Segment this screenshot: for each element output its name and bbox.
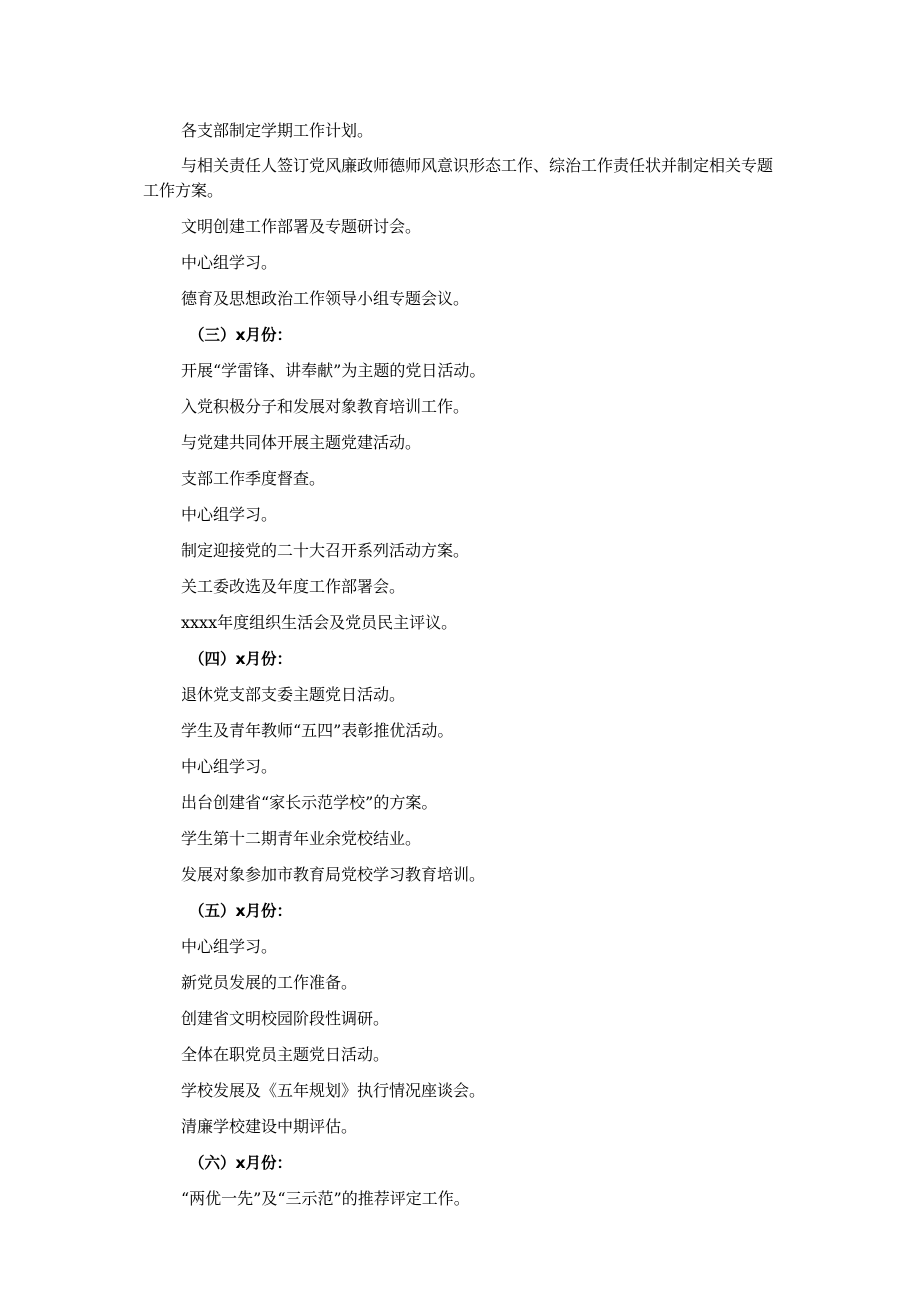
paragraph: 与党建共同体开展主题党建活动。 xyxy=(181,433,422,452)
document-body xyxy=(143,113,783,1217)
paragraph: 退休党支部支委主题党日活动。 xyxy=(181,685,406,704)
paragraph: 出台创建省“家长示范学校”的方案。 xyxy=(181,793,438,812)
paragraph: 中心组学习。 xyxy=(181,505,278,524)
paragraph: 全体在职党员主题党日活动。 xyxy=(181,1045,390,1064)
paragraph: “两优一先”及“三示范”的推荐评定工作。 xyxy=(181,1189,470,1208)
paragraph: 开展“学雷锋、讲奉献”为主题的党日活动。 xyxy=(181,361,486,380)
paragraph: 学生及青年教师“五四”表彰推优活动。 xyxy=(181,721,454,740)
section-heading: （五）x月份： xyxy=(189,902,292,920)
paragraph: 各支部制定学期工作计划。 xyxy=(181,121,374,140)
section-heading: （三）x月份： xyxy=(189,326,292,344)
paragraph: 新党员发展的工作准备。 xyxy=(181,973,358,992)
section-heading: （六）x月份： xyxy=(189,1154,292,1172)
paragraph: 学生第十二期青年业余党校结业。 xyxy=(181,829,422,848)
paragraph: xxxx年度组织生活会及党员民主评议。 xyxy=(181,613,458,632)
paragraph: 发展对象参加市教育局党校学习教育培训。 xyxy=(181,865,486,884)
paragraph: 学校发展及《五年规划》执行情况座谈会。 xyxy=(181,1081,486,1100)
section-heading: （四）x月份： xyxy=(189,650,292,668)
paragraph: 关工委改选及年度工作部署会。 xyxy=(181,577,406,596)
paragraph: 制定迎接党的二十大召开系列活动方案。 xyxy=(181,541,470,560)
paragraph: 与相关责任人签订党风廉政师德师风意识形态工作、综治工作责任状并制定相关专题工作方案。 xyxy=(143,156,774,200)
paragraph: 支部工作季度督查。 xyxy=(181,469,326,488)
paragraph: 创建省文明校园阶段性调研。 xyxy=(181,1009,390,1028)
paragraph: 清廉学校建设中期评估。 xyxy=(181,1117,358,1136)
paragraph: 中心组学习。 xyxy=(181,253,278,272)
paragraph: 文明创建工作部署及专题研讨会。 xyxy=(181,217,422,236)
paragraph: 中心组学习。 xyxy=(181,937,278,956)
paragraph: 中心组学习。 xyxy=(181,757,278,776)
paragraph: 入党积极分子和发展对象教育培训工作。 xyxy=(181,397,470,416)
paragraph: 德育及思想政治工作领导小组专题会议。 xyxy=(181,289,470,308)
